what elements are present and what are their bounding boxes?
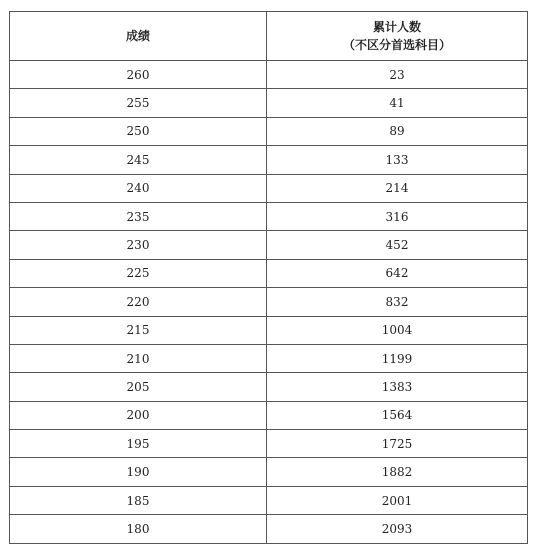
table-row — [10, 61, 528, 89]
count-cell: 1725 — [267, 430, 528, 458]
score-cell: 245 — [10, 146, 267, 174]
table-row — [10, 231, 528, 259]
score-cell: 210 — [10, 344, 267, 372]
count-cell: 23 — [267, 61, 528, 89]
table-row — [10, 458, 528, 486]
count-cell: 452 — [267, 231, 528, 259]
cumulative-count-column-header — [267, 12, 528, 61]
table-row — [10, 89, 528, 117]
score-cell: 215 — [10, 316, 267, 344]
table-row — [10, 117, 528, 145]
count-cell: 832 — [267, 288, 528, 316]
table-row — [10, 174, 528, 202]
score-column-header: 成绩 — [10, 12, 267, 61]
cumulative-count-header-note: （不区分首选科目） — [342, 38, 451, 52]
table-row — [10, 486, 528, 514]
count-cell: 2001 — [267, 486, 528, 514]
count-cell: 642 — [267, 259, 528, 287]
table-row — [10, 288, 528, 316]
table-row — [10, 316, 528, 344]
count-cell: 1564 — [267, 401, 528, 429]
count-cell: 1882 — [267, 458, 528, 486]
score-cell: 240 — [10, 174, 267, 202]
table-body — [10, 61, 528, 544]
table-row — [10, 146, 528, 174]
score-cell: 205 — [10, 373, 267, 401]
count-cell: 1383 — [267, 373, 528, 401]
table-row — [10, 202, 528, 230]
table-row — [10, 430, 528, 458]
cumulative-count-header-title: 累计人数 — [372, 20, 421, 34]
table-row — [10, 515, 528, 543]
score-cell: 235 — [10, 202, 267, 230]
score-cell: 225 — [10, 259, 267, 287]
score-cell: 180 — [10, 515, 267, 543]
score-cell: 200 — [10, 401, 267, 429]
table-row — [10, 259, 528, 287]
score-cell: 260 — [10, 61, 267, 89]
score-cell: 220 — [10, 288, 267, 316]
count-cell: 89 — [267, 117, 528, 145]
count-cell: 133 — [267, 146, 528, 174]
count-cell: 41 — [267, 89, 528, 117]
table-row — [10, 373, 528, 401]
count-cell: 1199 — [267, 344, 528, 372]
table-row — [10, 401, 528, 429]
score-cell: 195 — [10, 430, 267, 458]
score-cell: 255 — [10, 89, 267, 117]
header-row — [10, 12, 528, 61]
score-cell: 190 — [10, 458, 267, 486]
score-cell: 185 — [10, 486, 267, 514]
count-cell: 1004 — [267, 316, 528, 344]
count-cell: 2093 — [267, 515, 528, 543]
score-cell: 250 — [10, 117, 267, 145]
score-distribution-table — [9, 11, 528, 544]
table-row — [10, 344, 528, 372]
count-cell: 316 — [267, 202, 528, 230]
score-cell: 230 — [10, 231, 267, 259]
count-cell: 214 — [267, 174, 528, 202]
